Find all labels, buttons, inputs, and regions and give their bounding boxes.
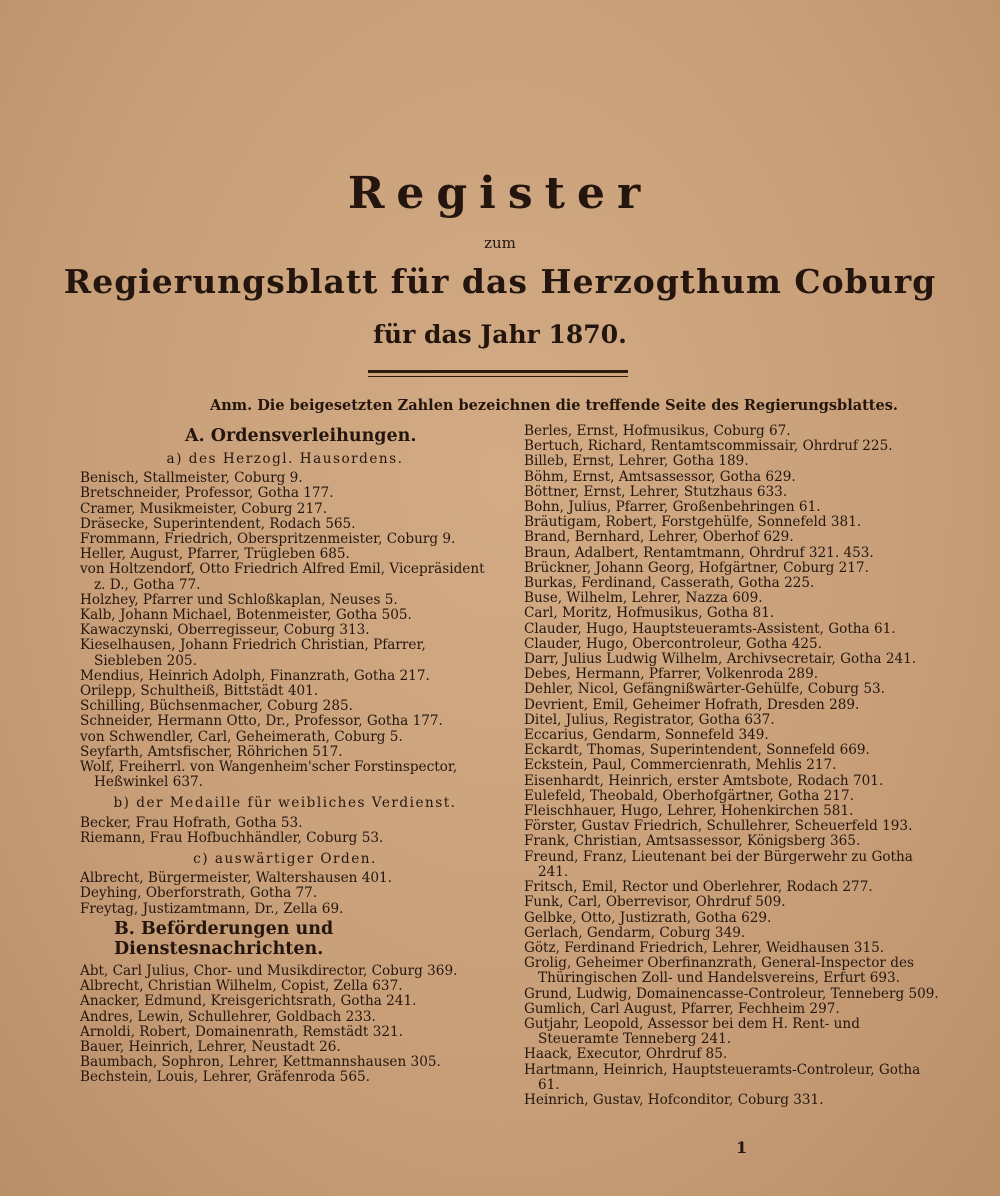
- index-entry: Carl, Moritz, Hofmusikus, Gotha 81.: [524, 605, 775, 622]
- index-entry: Kieselhausen, Johann Friedrich Christian, Pfarrer, Siebleben 205.: [80, 637, 426, 669]
- section-a-heading: A. Ordensverleihungen.: [185, 426, 417, 446]
- index-entry: Albrecht, Christian Wilhelm, Copist, Zella 637.: [80, 978, 403, 995]
- index-entry: Gerlach, Gendarm, Coburg 349.: [524, 924, 746, 941]
- register-subtitle: Regierungsblatt für das Herzogthum Coburg: [63, 262, 937, 301]
- index-entry: Frommann, Friedrich, Oberspritzenmeister, Coburg 9.: [80, 531, 456, 548]
- index-entry: Gumlich, Carl August, Pfarrer, Fechheim 297.: [524, 1000, 840, 1017]
- index-entry: Fleischhauer, Hugo, Lehrer, Hohenkirchen 581.: [524, 803, 854, 820]
- index-entry: Fritsch, Emil, Rector und Oberlehrer, Rodach 277.: [524, 879, 873, 896]
- entry-list-b: [80, 816, 490, 846]
- index-entry: Schneider, Hermann Otto, Dr., Professor, Gotha 177.: [80, 713, 443, 730]
- left-column: [80, 424, 490, 1086]
- index-entry: Brand, Bernhard, Lehrer, Oberhof 629.: [524, 529, 794, 546]
- register-title: Register: [347, 168, 653, 219]
- index-entry: Eisenhardt, Heinrich, erster Amtsbote, Rodach 701.: [524, 772, 884, 789]
- index-entry: Freytag, Justizamtmann, Dr., Zella 69.: [80, 900, 344, 917]
- index-entry: Grund, Ludwig, Domainencasse-Controleur, Tenneberg 509.: [524, 985, 939, 1002]
- index-entry: Wolf, Freiherrl. von Wangenheim'scher Forstinspector, Heßwinkel 637.: [80, 759, 458, 791]
- index-entry: Grolig, Geheimer Oberfinanzrath, General-Inspector des Thüringischen Zoll- und Handelsvereins, Erfurt 693.: [524, 955, 914, 987]
- index-entry: Gelbke, Otto, Justizrath, Gotha 629.: [524, 909, 772, 926]
- index-entry: Benisch, Stallmeister, Coburg 9.: [80, 470, 303, 487]
- index-entry: Mendius, Heinrich Adolph, Finanzrath, Gotha 217.: [80, 667, 430, 684]
- index-entry: Bertuch, Richard, Rentamtscommissair, Ohrdruf 225.: [524, 438, 893, 455]
- index-entry: Bechstein, Louis, Lehrer, Gräfenroda 565.: [80, 1069, 370, 1086]
- index-entry: Heller, August, Pfarrer, Trügleben 685.: [80, 546, 350, 563]
- index-entry: Andres, Lewin, Schullehrer, Goldbach 233.: [80, 1008, 376, 1025]
- index-entry: Braun, Adalbert, Rentamtmann, Ohrdruf 321. 453.: [524, 544, 874, 561]
- index-entry: Kalb, Johann Michael, Botenmeister, Gotha 505.: [80, 607, 412, 624]
- index-entry: Holzhey, Pfarrer und Schloßkaplan, Neuses 5.: [80, 591, 398, 608]
- register-year: für das Jahr 1870.: [373, 320, 627, 349]
- index-entry: Darr, Julius Ludwig Wilhelm, Archivsecretair, Gotha 241.: [524, 651, 917, 668]
- entry-list-d: [80, 964, 490, 1086]
- index-entry: Bauer, Heinrich, Lehrer, Neustadt 26.: [80, 1038, 341, 1055]
- index-entry: Clauder, Hugo, Hauptsteueramts-Assistent, Gotha 61.: [524, 620, 896, 637]
- index-entry: Gutjahr, Leopold, Assessor bei dem H. Rent- und Steueramte Tenneberg 241.: [524, 1015, 860, 1048]
- index-entry: von Holtzendorf, Otto Friedrich Alfred Emil, Vicepräsident z. D., Gotha 77.: [80, 561, 485, 593]
- index-entry: Cramer, Musikmeister, Coburg 217.: [80, 500, 328, 517]
- index-entry: Brückner, Johann Georg, Hofgärtner, Coburg 217.: [524, 559, 869, 576]
- index-entry: Bräutigam, Robert, Forstgehülfe, Sonnefeld 381.: [524, 514, 862, 531]
- index-entry: Götz, Ferdinand Friedrich, Lehrer, Weidhausen 315.: [524, 939, 885, 956]
- index-entry: Eckstein, Paul, Commercienrath, Mehlis 217.: [524, 757, 837, 774]
- index-entry: Bohn, Julius, Pfarrer, Großenbehringen 61.: [524, 499, 821, 516]
- index-entry: Arnoldi, Robert, Domainenrath, Remstädt 321.: [80, 1023, 403, 1040]
- right-column: [524, 424, 944, 1108]
- index-entry: Hartmann, Heinrich, Hauptsteueramts-Controleur, Gotha 61.: [524, 1061, 921, 1093]
- index-entry: Debes, Hermann, Pfarrer, Volkenroda 289.: [524, 666, 819, 683]
- index-entry: Funk, Carl, Oberrevisor, Ohrdruf 509.: [524, 894, 786, 911]
- index-entry: Becker, Frau Hofrath, Gotha 53.: [80, 814, 303, 831]
- entry-list-c: [80, 871, 490, 917]
- section-b-heading: B. Beförderungen und Dienstesnachrichten.: [114, 918, 334, 959]
- entry-list-right: [524, 424, 944, 1108]
- index-entry: Deyhing, Oberforstrath, Gotha 77.: [80, 885, 318, 902]
- index-entry: Eccarius, Gendarm, Sonnefeld 349.: [524, 727, 769, 744]
- index-entry: Billeb, Ernst, Lehrer, Gotha 189.: [524, 453, 749, 470]
- entry-list-a: [80, 471, 490, 790]
- index-entry: Bretschneider, Professor, Gotha 177.: [80, 485, 334, 502]
- index-entry: Anacker, Edmund, Kreisgerichtsrath, Gotha 241.: [80, 993, 417, 1010]
- index-entry: Frank, Christian, Amtsassessor, Königsberg 365.: [524, 833, 861, 850]
- index-entry: Buse, Wilhelm, Lehrer, Nazza 609.: [524, 590, 763, 607]
- index-entry: Baumbach, Sophron, Lehrer, Kettmannshausen 305.: [80, 1054, 441, 1071]
- index-entry: Freund, Franz, Lieutenant bei der Bürgerwehr zu Gotha 241.: [524, 848, 913, 880]
- index-entry: Burkas, Ferdinand, Casserath, Gotha 225.: [524, 575, 815, 592]
- index-entry: Ditel, Julius, Registrator, Gotha 637.: [524, 711, 775, 728]
- subsection-a-heading: a) des Herzogl. Hausordens.: [166, 451, 404, 467]
- index-entry: Dehler, Nicol, Gefängnißwärter-Gehülfe, Coburg 53.: [524, 681, 885, 698]
- index-entry: Clauder, Hugo, Obercontroleur, Gotha 425.: [524, 635, 822, 652]
- index-entry: Eulefeld, Theobald, Oberhofgärtner, Gotha 217.: [524, 787, 854, 804]
- index-entry: Kawaczynski, Oberregisseur, Coburg 313.: [80, 622, 370, 639]
- index-entry: Devrient, Emil, Geheimer Hofrath, Dresden 289.: [524, 696, 860, 713]
- index-entry: Haack, Executor, Ohrdruf 85.: [524, 1046, 728, 1063]
- index-entry: Riemann, Frau Hofbuchhändler, Coburg 53.: [80, 829, 384, 846]
- index-entry: Heinrich, Gustav, Hofconditor, Coburg 331.: [524, 1091, 824, 1108]
- title-connector: zum: [484, 234, 516, 252]
- subsection-c-heading: c) auswärtiger Orden.: [193, 851, 377, 868]
- title-divider: [368, 370, 628, 377]
- index-entry: Böhm, Ernst, Amtsassessor, Gotha 629.: [524, 468, 796, 485]
- index-entry: Eckardt, Thomas, Superintendent, Sonnefeld 669.: [524, 742, 870, 759]
- index-entry: Dräsecke, Superintendent, Rodach 565.: [80, 515, 356, 532]
- subsection-b-heading: b) der Medaille für weibliches Verdienst.: [113, 795, 457, 812]
- index-entry: Albrecht, Bürgermeister, Waltershausen 401.: [80, 870, 392, 887]
- index-entry: Böttner, Ernst, Lehrer, Stutzhaus 633.: [524, 483, 788, 500]
- index-entry: Schilling, Büchsenmacher, Coburg 285.: [80, 698, 353, 715]
- index-entry: Förster, Gustav Friedrich, Schullehrer, Scheuerfeld 193.: [524, 818, 913, 835]
- annotation-note: Anm. Die beigesetzten Zahlen bezeichnen die treffende Seite des Regierungsblattes.: [210, 397, 898, 414]
- index-entry: Abt, Carl Julius, Chor- und Musikdirector, Coburg 369.: [80, 962, 458, 979]
- page-number: 1: [736, 1138, 748, 1157]
- index-entry: von Schwendler, Carl, Geheimerath, Coburg 5.: [80, 728, 403, 745]
- index-entry: Seyfarth, Amtsfischer, Röhrichen 517.: [80, 743, 343, 760]
- index-entry: Berles, Ernst, Hofmusikus, Coburg 67.: [524, 423, 791, 439]
- index-entry: Orilepp, Schultheiß, Bittstädt 401.: [80, 683, 319, 700]
